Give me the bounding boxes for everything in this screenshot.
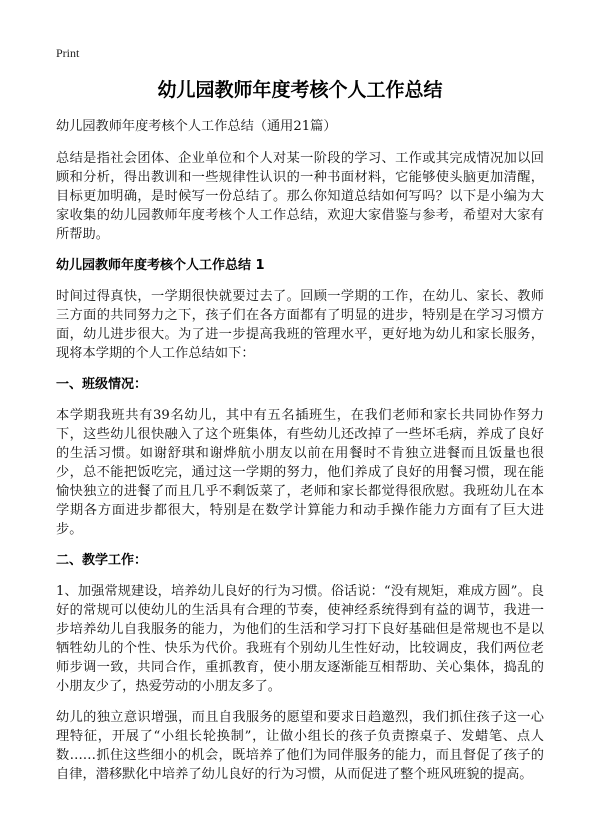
section-heading-class-situation: 一、班级情况：: [56, 377, 148, 392]
class-situation-paragraph: 本学期我班共有39名幼儿，其中有五名插班生，在我们老师和家长共同协作努力下，这些幼儿很快融入了这个班集体，有些幼儿还改掉了一些坏毛病，养成了良好的生活习惯。如谢舒琪和谢烨航小朋友以前在用餐时不肯独立进餐而且饭量也很少，总不能把饭吃完，通过这一学期的努力，他们养成了良好的用餐习惯，现在能愉快独立的进餐了而且几乎不剩饭菜了，老师和家长都觉得很欣慰。我班幼儿在本学期各方面进步都很大，特别是在数学计算能力和动手操作能力方面有了巨大进步。: [56, 408, 544, 537]
teaching-work-paragraph-2: 幼儿的独立意识增强，而且自我服务的愿望和要求日趋邀烈，我们抓住孩子这一心理特征，开展了“小组长轮换制”，让做小组长的孩子负责擦桌子、发蜡笔、点人数……抓住这些细小的机会，既培养了他们为同伴服务的能力，而且督促了孩子的自律，潜移默化中培养了幼儿良好的行为习惯，从而促进了整个班风班貌的提高。: [56, 710, 544, 782]
print-link[interactable]: Print: [56, 46, 80, 60]
section-heading-teaching-work: 二、教学工作：: [56, 553, 148, 568]
article-intro-paragraph: 时间过得真快，一学期很快就要过去了。回顾一学期的工作，在幼儿、家长、教师三方面的共同努力之下，孩子们在各方面都有了明显的进步，特别是在学习习惯方面，幼儿进步很大。为了进一步提高我班的管理水平，更好地为幼儿和家长服务，现将本学期的个人工作总结如下：: [56, 289, 544, 361]
article-heading: 幼儿园教师年度考核个人工作总结 1: [56, 258, 265, 273]
intro-paragraph: 总结是指社会团体、企业单位和个人对某一阶段的学习、工作或其完成情况加以回顾和分析，得出教训和一些规律性认识的一种书面材料，它能够使头脑更加清醒，目标更加明确，是时候写一份总结了。那么你知道总结如何写吗？以下是小编为大家收集的幼儿园教师年度考核个人工作总结，欢迎大家借鉴与参考，希望对大家有所帮助。: [56, 151, 544, 242]
teaching-work-paragraph-1: 1、加强常规建设，培养幼儿良好的行为习惯。俗话说：“没有规矩，难成方圆”。良好的常规可以使幼儿的生活具有合理的节奏，使神经系统得到有益的调节，我进一步培养幼儿自我服务的能力，为他们的生活和学习打下良好基础但是常规也不是以牺牲幼儿的个性、快乐为代价。我班有个别幼儿生性好动，比较调皮，我们两位老师步调一致，共同合作，重抓教育，使小朋友逐渐能互相帮助、关心集体，捣乱的小朋友少了，热爱劳动的小朋友多了。: [56, 584, 544, 694]
document-subtitle: 幼儿园教师年度考核个人工作总结（通用21篇）: [56, 119, 337, 134]
page-title: 幼儿园教师年度考核个人工作总结: [157, 79, 443, 101]
